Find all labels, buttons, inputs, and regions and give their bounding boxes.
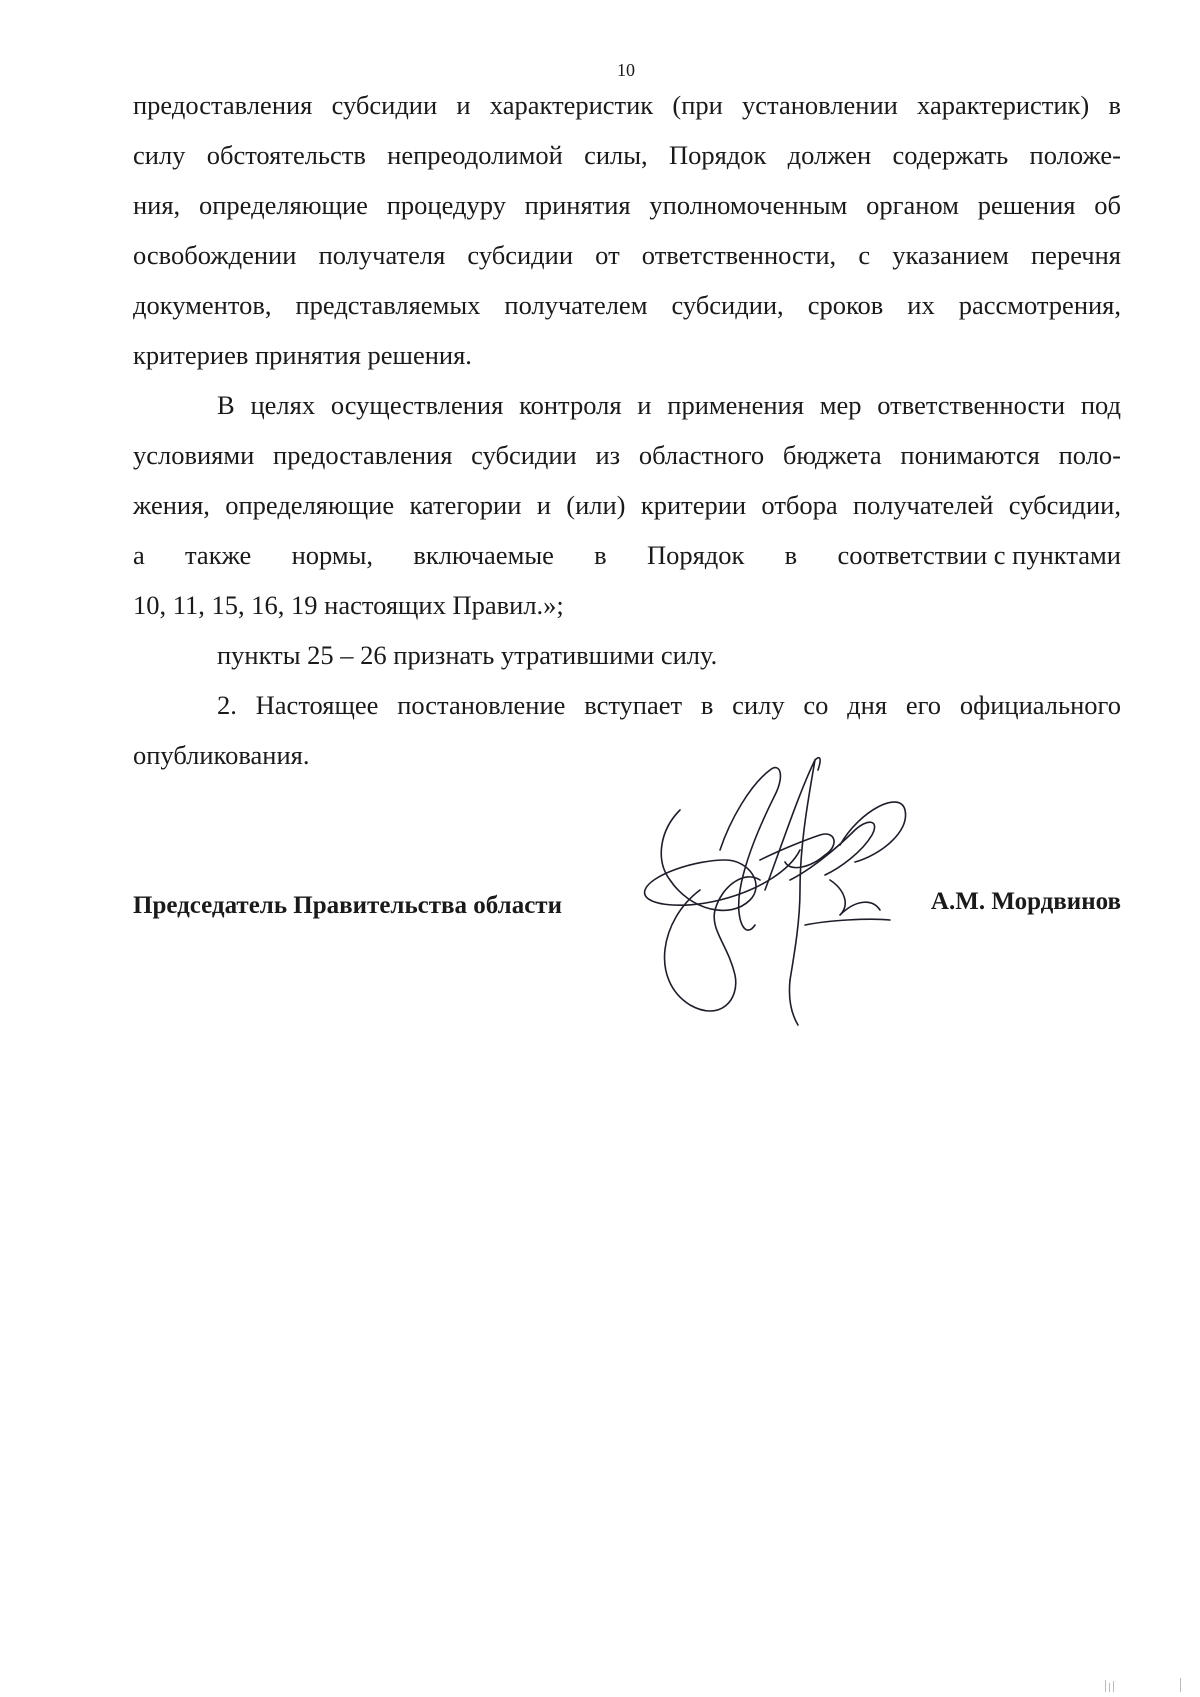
- word: соответствии с пунктами: [837, 540, 1121, 570]
- text-line: документов, представляемых получателем субсидии, сроков их рассмотрения,: [133, 290, 1121, 320]
- text-line: критериев принятия решения.: [133, 340, 472, 370]
- word: в: [784, 540, 798, 570]
- text-line: силу обстоятельств непреодолимой силы, Порядок должен содержать положе-: [133, 140, 1121, 170]
- text-line: освобождении получателя субсидии от ответственности, с указанием перечня: [133, 240, 1121, 270]
- paragraph-conditions: [133, 380, 1121, 630]
- word: нормы,: [291, 540, 374, 570]
- text-line: ния, определяющие процедуру принятия уполномоченным органом решения об: [133, 190, 1121, 220]
- text-line: условиями предоставления субсидии из областного бюджета понимаются поло-: [133, 440, 1121, 470]
- page-number: 10: [617, 60, 635, 80]
- paragraph-effective-date: [133, 680, 1121, 780]
- paragraph-repeal: [133, 630, 1121, 680]
- scan-artifact: [1109, 1683, 1110, 1692]
- word: Порядок: [646, 540, 745, 570]
- document-body: [133, 80, 1121, 780]
- scan-artifact: [1105, 1680, 1106, 1692]
- signer-name: А.М. Мордвинов: [930, 888, 1121, 915]
- text-line: пункты 25 – 26 признать утратившими силу.: [217, 640, 718, 670]
- text-line: 2. Настоящее постановление вступает в силу со дня его официального: [217, 690, 1121, 720]
- word: в: [594, 540, 607, 570]
- text-line: В целях осуществления контроля и применения мер ответственности под: [217, 390, 1121, 420]
- paragraph-continuation: [133, 80, 1121, 380]
- signer-title: Председатель Правительства области: [133, 892, 562, 919]
- text-line: опубликования.: [133, 740, 310, 770]
- text-line: предоставления субсидии и характеристик (при установлении характеристик) в: [133, 90, 1121, 120]
- scan-artifact: [1113, 1681, 1114, 1692]
- signature-block: [133, 888, 1121, 932]
- handwritten-signature: [640, 750, 930, 1030]
- text-line: 10, 11, 15, 16, 19 настоящих Правил.»;: [133, 590, 564, 620]
- word: а: [133, 540, 145, 570]
- text-line: жения, определяющие категории и (или) критерии отбора получателей субсидии,: [133, 490, 1121, 520]
- text-line-spread: [133, 530, 1121, 580]
- scan-artifact: [1180, 1678, 1181, 1692]
- word: также: [185, 540, 252, 570]
- word: включаемые: [413, 540, 554, 570]
